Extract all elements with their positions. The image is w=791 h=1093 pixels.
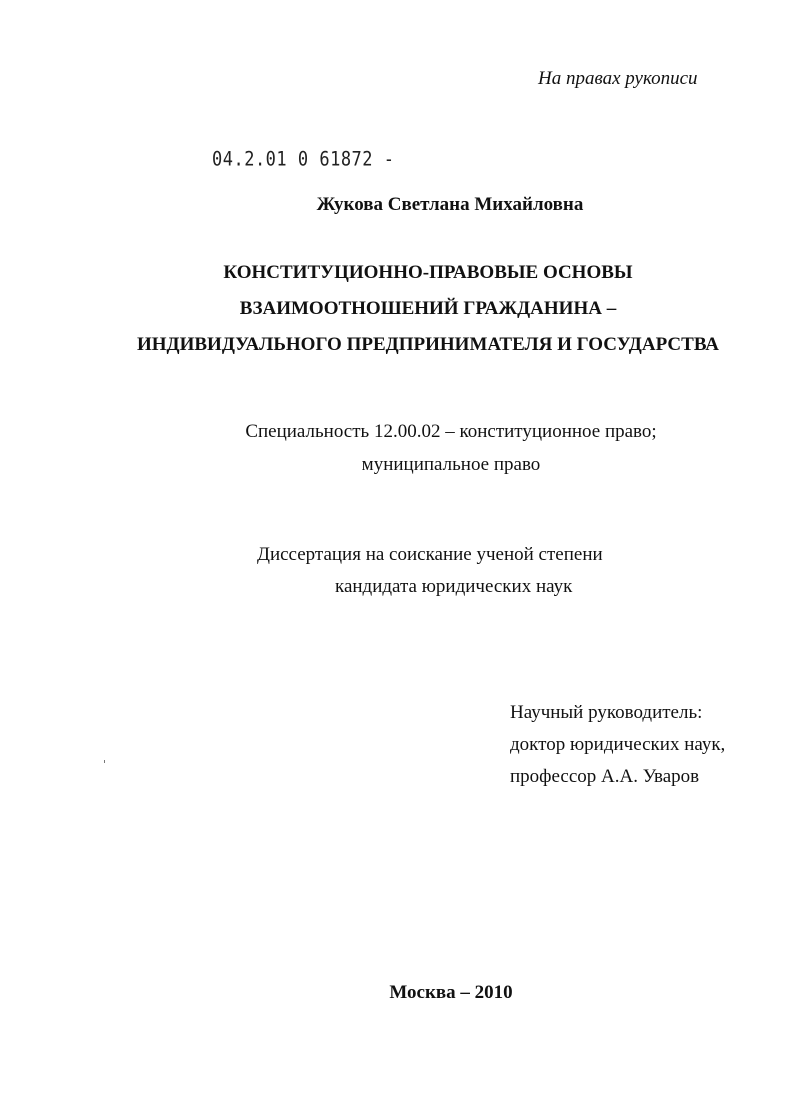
- title-line: КОНСТИТУЦИОННО-ПРАВОВЫЕ ОСНОВЫ: [223, 262, 633, 283]
- supervisor-line: профессор А.А. Уваров: [510, 766, 700, 787]
- specialty-line: Специальность 12.00.02 – конституционное право;: [245, 421, 657, 442]
- archive-number-stamp: 04.2.01 0 61872 -: [212, 148, 395, 171]
- title-line: ИНДИВИДУАЛЬНОГО ПРЕДПРИНИМАТЕЛЯ И ГОСУДАРСТВА: [136, 334, 720, 355]
- scan-speck: [104, 760, 105, 763]
- supervisor-line: доктор юридических наук,: [510, 734, 726, 755]
- author-name: Жукова Светлана Михайловна: [316, 194, 584, 215]
- specialty-block: [0, 415, 791, 481]
- dissertation-title: [0, 255, 791, 363]
- rights-note: На правах рукописи: [538, 68, 698, 89]
- supervisor-line: Научный руководитель:: [510, 702, 703, 723]
- degree-line: Диссертация на соискание ученой степени: [257, 544, 603, 565]
- title-line: ВЗАИМООТНОШЕНИЙ ГРАЖДАНИНА –: [239, 298, 617, 319]
- supervisor-block: [510, 697, 725, 793]
- degree-block: [257, 539, 603, 603]
- city-year: Москва – 2010: [389, 982, 513, 1003]
- specialty-line: муниципальное право: [361, 454, 541, 475]
- degree-line: кандидата юридических наук: [335, 576, 573, 597]
